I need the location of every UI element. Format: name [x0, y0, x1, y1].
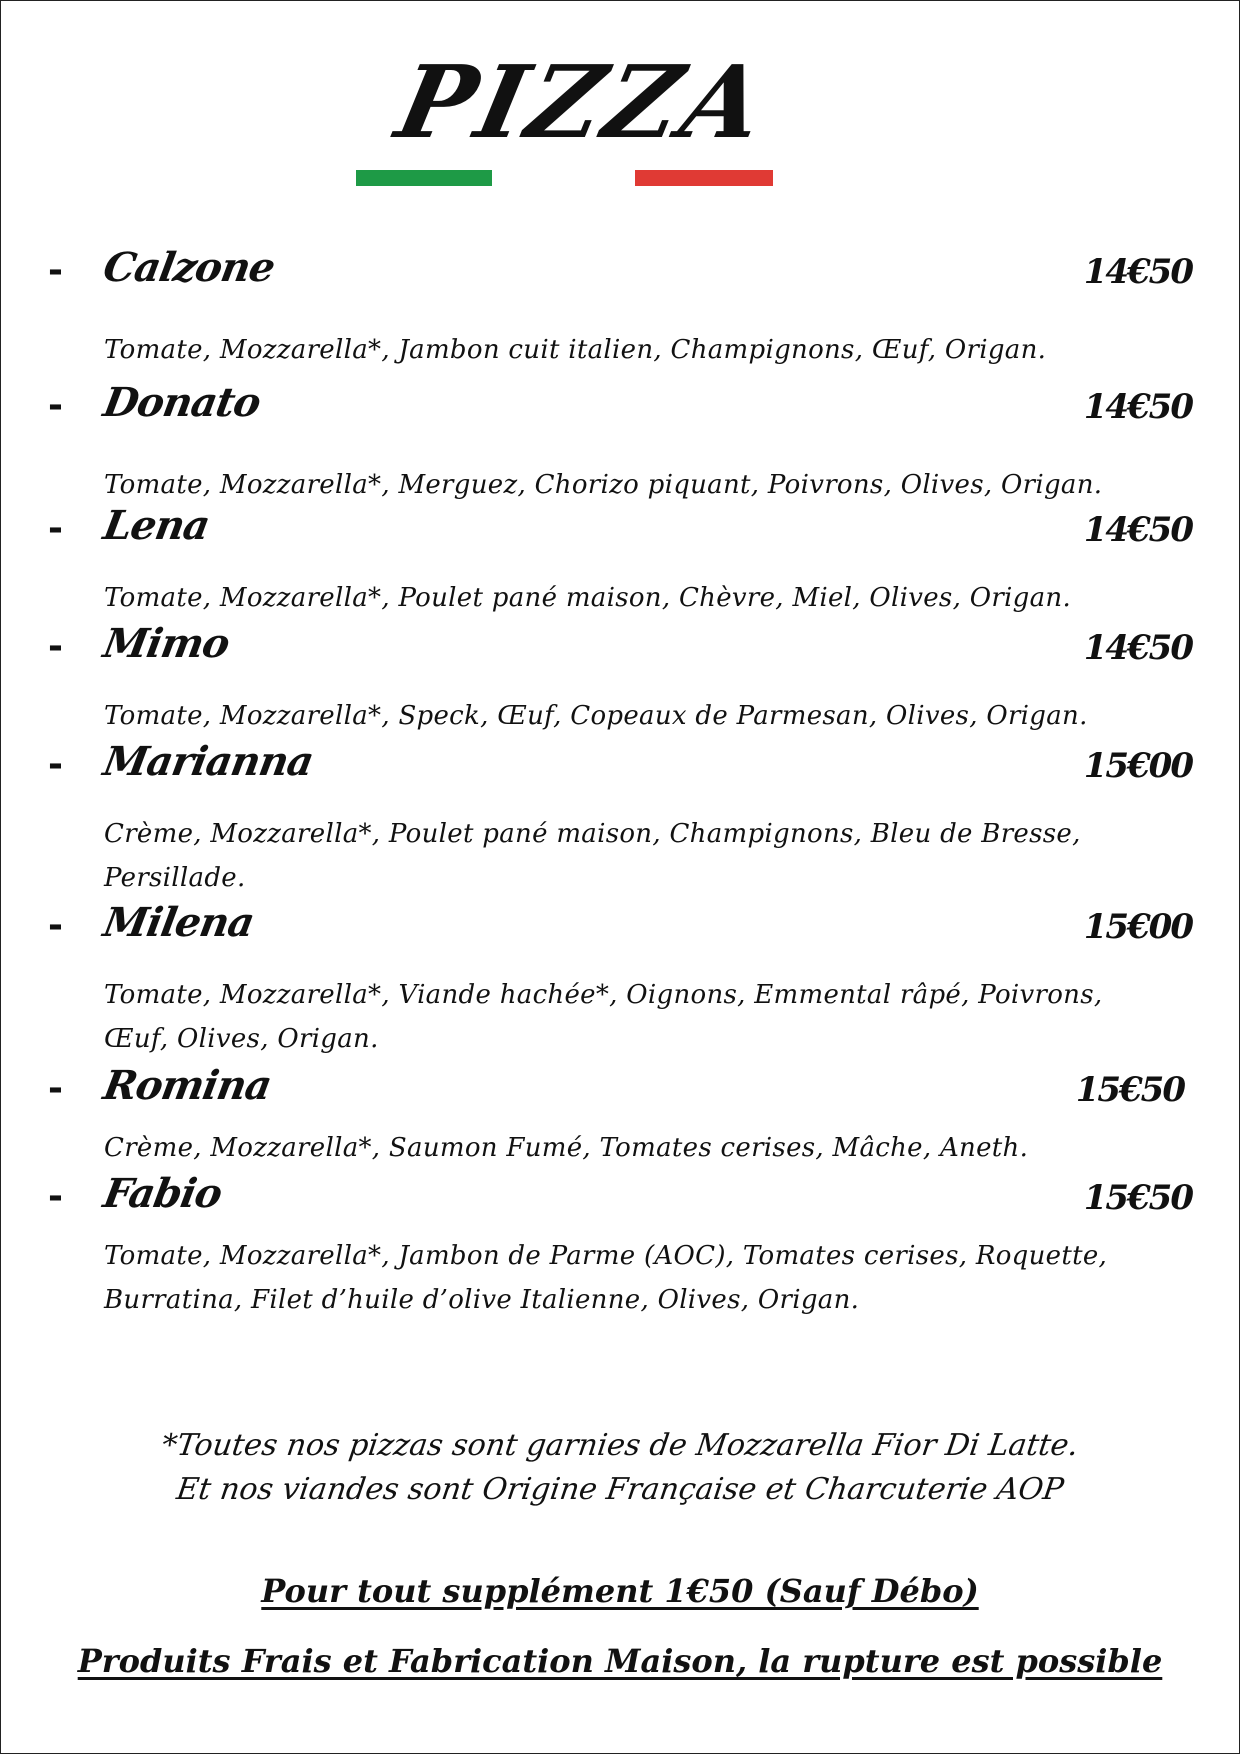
menu-title: PIZZA: [387, 43, 779, 161]
item-bullet: -: [48, 1068, 63, 1109]
item-name: Lena: [99, 502, 213, 549]
item-description: Tomate, Mozzarella*, Poulet pané maison, Chèvre, Miel, Olives, Origan.: [104, 583, 1072, 613]
item-description: Tomate, Mozzarella*, Merguez, Chorizo piquant, Poivrons, Olives, Origan.: [104, 470, 1103, 500]
item-price: 15€00: [1083, 746, 1192, 786]
flag-stripe-red: [635, 170, 773, 186]
item-price: 14€50: [1083, 510, 1192, 550]
supplement-note: Pour tout supplément 1€50 (Sauf Débo): [261, 1572, 979, 1610]
item-bullet: -: [48, 905, 63, 946]
flag-stripe-white: [492, 170, 635, 186]
origin-note: Et nos viandes sont Origine Française et Charcuterie AOP: [174, 1472, 1066, 1507]
item-price: 15€00: [1083, 907, 1192, 947]
item-description: Tomate, Mozzarella*, Jambon de Parme (AOC), Tomates cerises, Roquette, Burratina, Filet d’huile d’olive Italienne, Olives, Origan.: [104, 1241, 1108, 1315]
item-bullet: -: [48, 385, 63, 426]
item-name: Mimo: [99, 620, 233, 667]
item-name: Fabio: [99, 1170, 226, 1217]
item-description: Crème, Mozzarella*, Poulet pané maison, Champignons, Bleu de Bresse, Persillade.: [104, 819, 1081, 893]
item-price: 14€50: [1083, 252, 1192, 292]
fresh-products-note: Produits Frais et Fabrication Maison, la rupture est possible: [77, 1642, 1163, 1680]
item-bullet: -: [48, 1176, 63, 1217]
mozzarella-note: *Toutes nos pizzas sont garnies de Mozzarella Fior Di Latte.: [159, 1428, 1081, 1463]
item-price: 15€50: [1083, 1178, 1192, 1218]
item-name: Romina: [99, 1062, 275, 1109]
item-bullet: -: [48, 250, 63, 291]
item-bullet: -: [48, 508, 63, 549]
item-description: Tomate, Mozzarella*, Speck, Œuf, Copeaux de Parmesan, Olives, Origan.: [104, 701, 1088, 731]
item-description: Crème, Mozzarella*, Saumon Fumé, Tomates cerises, Mâche, Aneth.: [104, 1133, 1029, 1163]
item-price: 14€50: [1083, 387, 1192, 427]
item-price: 15€50: [1075, 1070, 1184, 1110]
item-description: Tomate, Mozzarella*, Jambon cuit italien, Champignons, Œuf, Origan.: [104, 335, 1047, 365]
item-name: Calzone: [99, 244, 279, 291]
item-name: Milena: [99, 899, 258, 946]
item-bullet: -: [48, 744, 63, 785]
flag-stripe-green: [356, 170, 492, 186]
item-name: Marianna: [99, 738, 317, 785]
item-name: Donato: [99, 379, 264, 426]
item-price: 14€50: [1083, 628, 1192, 668]
item-description: Tomate, Mozzarella*, Viande hachée*, Oignons, Emmental râpé, Poivrons, Œuf, Olives, Origan.: [104, 980, 1103, 1054]
item-bullet: -: [48, 626, 63, 667]
